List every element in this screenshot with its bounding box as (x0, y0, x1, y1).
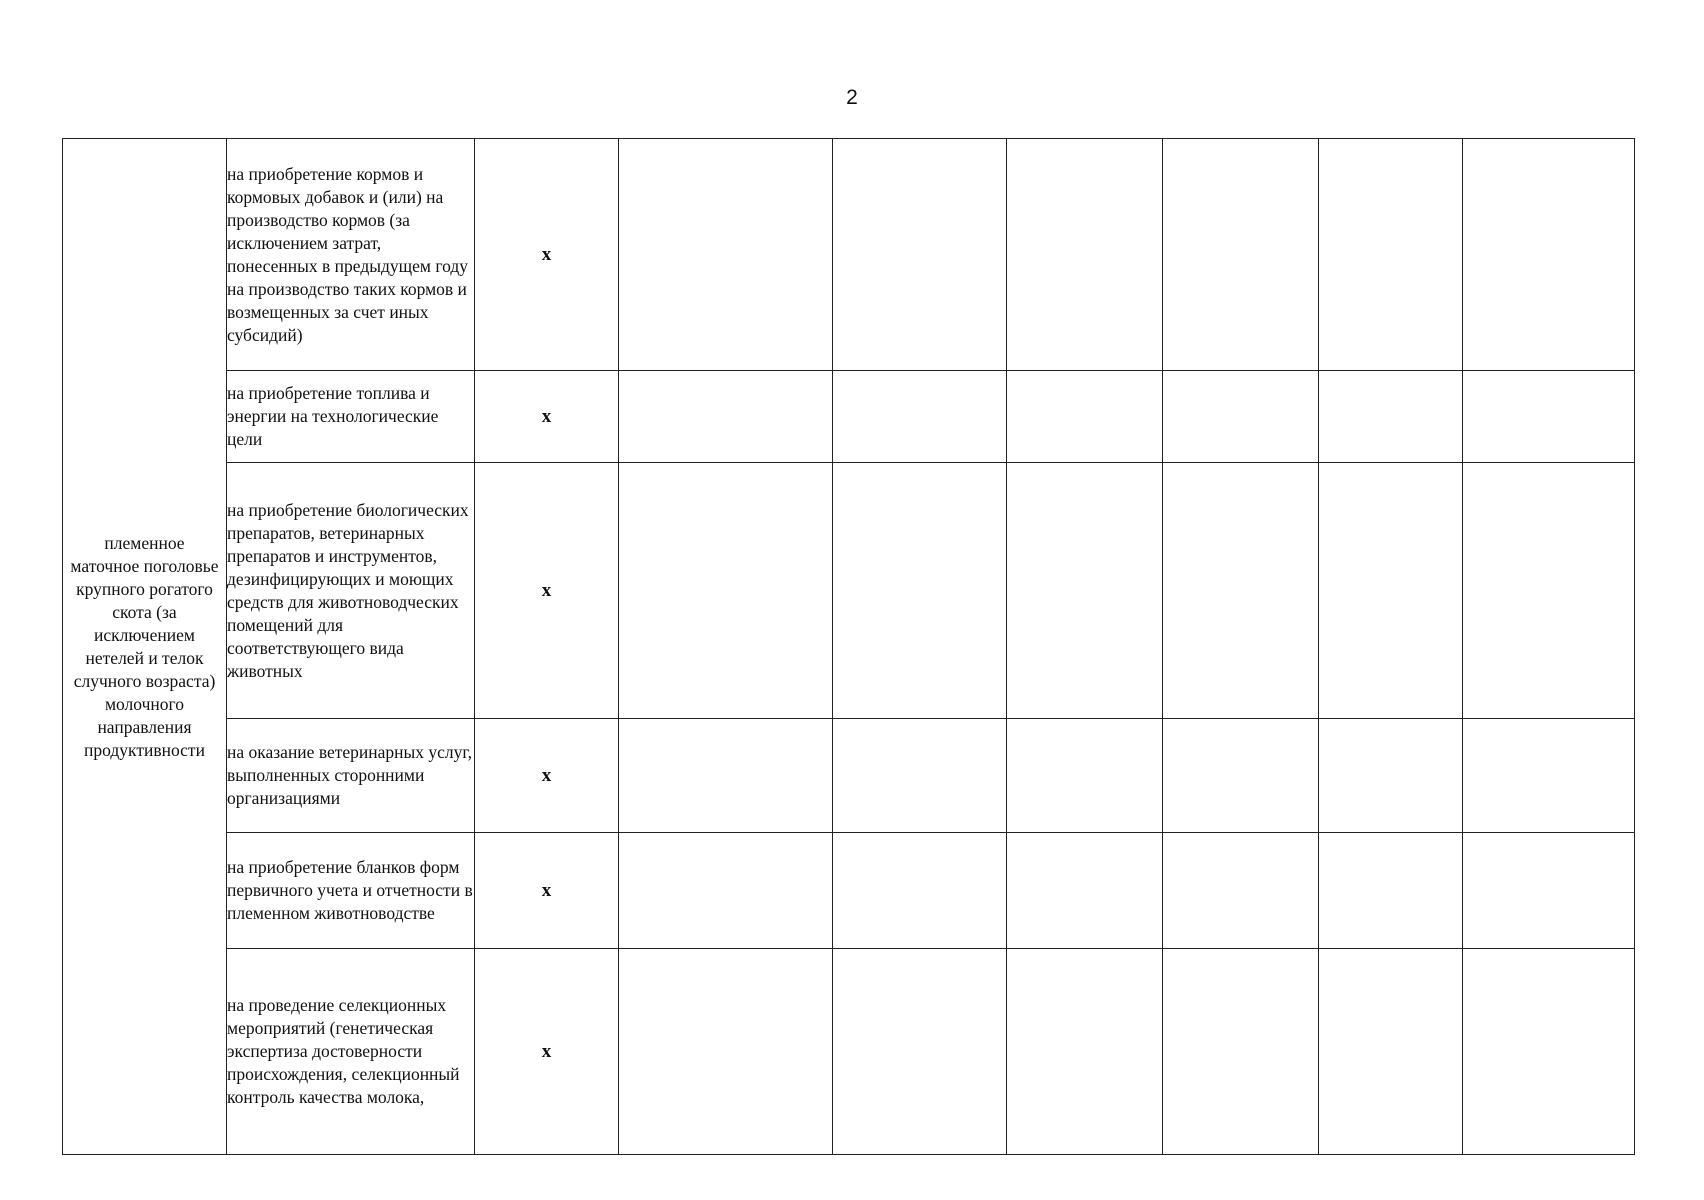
empty-cell (619, 463, 833, 719)
row-description: на приобретение кормов и кормовых добавок и (или) на производство кормов (за исключением затрат, понесенных в предыдущем году на производство таких кормов и возмещенных за счет иных субсидий) (227, 139, 475, 371)
row-mark: х (475, 463, 619, 719)
empty-cell (833, 949, 1007, 1155)
empty-cell (833, 139, 1007, 371)
empty-cell (1463, 139, 1635, 371)
empty-cell (1319, 371, 1463, 463)
empty-cell (1007, 139, 1163, 371)
empty-cell (1163, 719, 1319, 833)
group-label: племенное маточное поголовье крупного рогатого скота (за исключением нетелей и телок случного возраста) молочного направления продуктивности (70, 532, 219, 760)
row-mark: х (475, 371, 619, 463)
row-description: на оказание ветеринарных услуг, выполненных сторонними организациями (227, 719, 475, 833)
empty-cell (1007, 719, 1163, 833)
table-row (63, 371, 1635, 463)
empty-cell (1007, 371, 1163, 463)
empty-cell (1007, 833, 1163, 949)
empty-cell (1463, 949, 1635, 1155)
empty-cell (619, 833, 833, 949)
group-label-cell (63, 139, 227, 1155)
empty-cell (1463, 463, 1635, 719)
empty-cell (1319, 833, 1463, 949)
empty-cell (1319, 719, 1463, 833)
empty-cell (833, 371, 1007, 463)
empty-cell (1163, 371, 1319, 463)
empty-cell (1463, 833, 1635, 949)
table-row (63, 719, 1635, 833)
empty-cell (1319, 463, 1463, 719)
table-row (63, 463, 1635, 719)
empty-cell (833, 833, 1007, 949)
row-mark: х (475, 949, 619, 1155)
empty-cell (619, 719, 833, 833)
empty-cell (833, 719, 1007, 833)
empty-cell (1319, 949, 1463, 1155)
table-row (63, 139, 1635, 371)
empty-cell (1007, 463, 1163, 719)
subsidy-table (62, 138, 1635, 1155)
empty-cell (1463, 371, 1635, 463)
empty-cell (1163, 139, 1319, 371)
row-description: на приобретение биологических препаратов, ветеринарных препаратов и инструментов, дезинфицирующих и моющих средств для животноводческих помещений для соответствующего вида животных (227, 463, 475, 719)
empty-cell (619, 949, 833, 1155)
empty-cell (619, 371, 833, 463)
empty-cell (1163, 949, 1319, 1155)
empty-cell (833, 463, 1007, 719)
row-description: на приобретение бланков форм первичного учета и отчетности в племенном животноводстве (227, 833, 475, 949)
row-mark: х (475, 139, 619, 371)
row-mark: х (475, 719, 619, 833)
empty-cell (1007, 949, 1163, 1155)
page-number: 2 (846, 86, 858, 109)
empty-cell (1163, 463, 1319, 719)
empty-cell (1319, 139, 1463, 371)
empty-cell (1163, 833, 1319, 949)
row-mark: х (475, 833, 619, 949)
empty-cell (1463, 719, 1635, 833)
empty-cell (619, 139, 833, 371)
row-description: на проведение селекционных мероприятий (генетическая экспертиза достоверности происхождения, селекционный контроль качества молока, (227, 949, 475, 1155)
table-row (63, 949, 1635, 1155)
row-description: на приобретение топлива и энергии на технологические цели (227, 371, 475, 463)
table-row (63, 833, 1635, 949)
